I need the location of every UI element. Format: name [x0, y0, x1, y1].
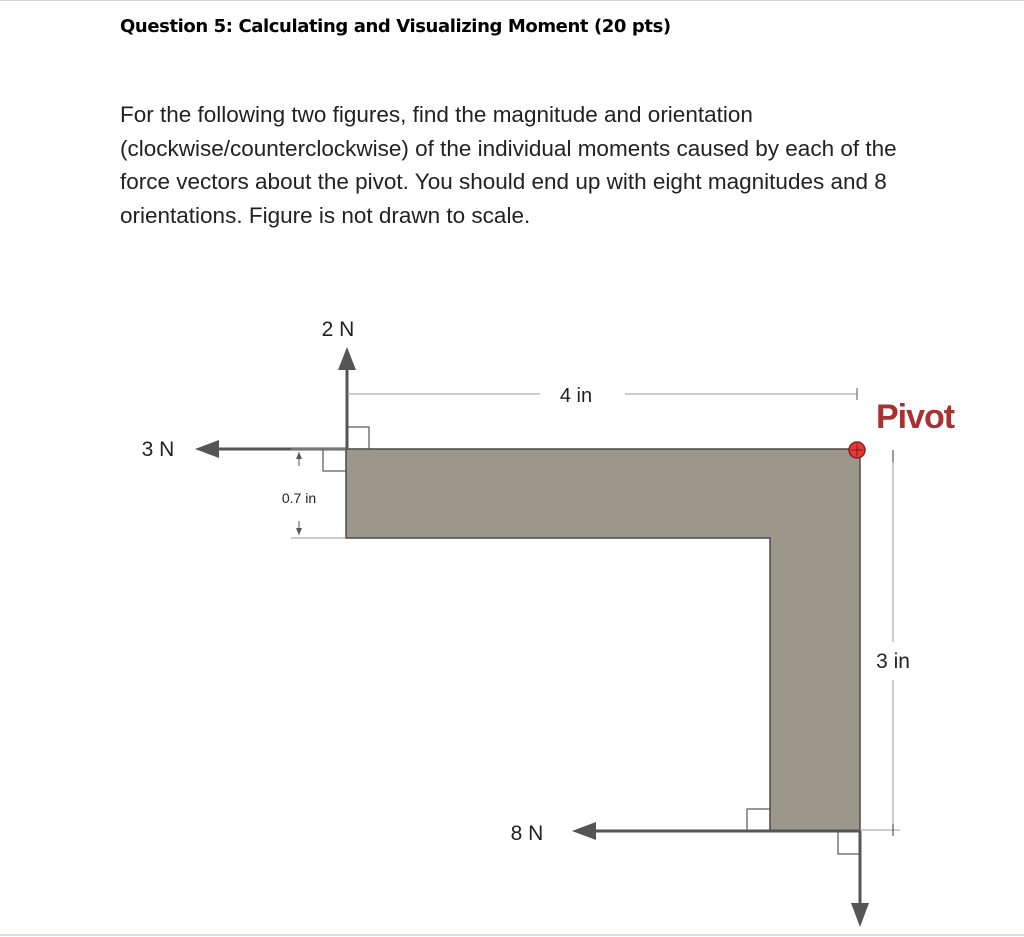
prompt-line: (clockwise/counterclockwise) of the individual moments caused by each of the: [120, 135, 897, 161]
right-angle-marker: [838, 831, 860, 854]
force-3n-label: 3 N: [141, 438, 175, 461]
dim-thickness-arrowhead: [296, 528, 302, 535]
force-3n-arrowhead: [195, 440, 219, 458]
bottom-border: [0, 934, 1024, 936]
dim-thickness-arrowhead: [296, 452, 302, 459]
right-angle-marker: [323, 449, 346, 471]
force-2n-arrowhead: [338, 347, 356, 370]
dim-3in-label: 3 in: [876, 650, 910, 673]
l-beam: [346, 449, 860, 831]
prompt-line: force vectors about the pivot. You should end up with eight magnitudes and 8: [120, 169, 887, 194]
pivot-label: Pivot: [876, 398, 955, 436]
right-angle-marker: [347, 427, 369, 449]
force-8n-label: 8 N: [510, 822, 544, 845]
prompt-line: orientations. Figure is not drawn to scale.: [120, 202, 531, 228]
right-angle-marker: [747, 809, 770, 831]
dim-4in-label: 4 in: [559, 385, 593, 407]
force-down-arrowhead: [851, 903, 869, 927]
force-8n-arrowhead: [572, 822, 596, 840]
force-2n-label: 2 N: [321, 318, 355, 341]
question-title: Question 5: Calculating and Visualizing Moment (20 pts): [120, 16, 671, 37]
dim-thickness-label: 0.7 in: [281, 490, 317, 506]
prompt-line: For the following two figures, find the magnitude and orientation: [120, 102, 753, 127]
